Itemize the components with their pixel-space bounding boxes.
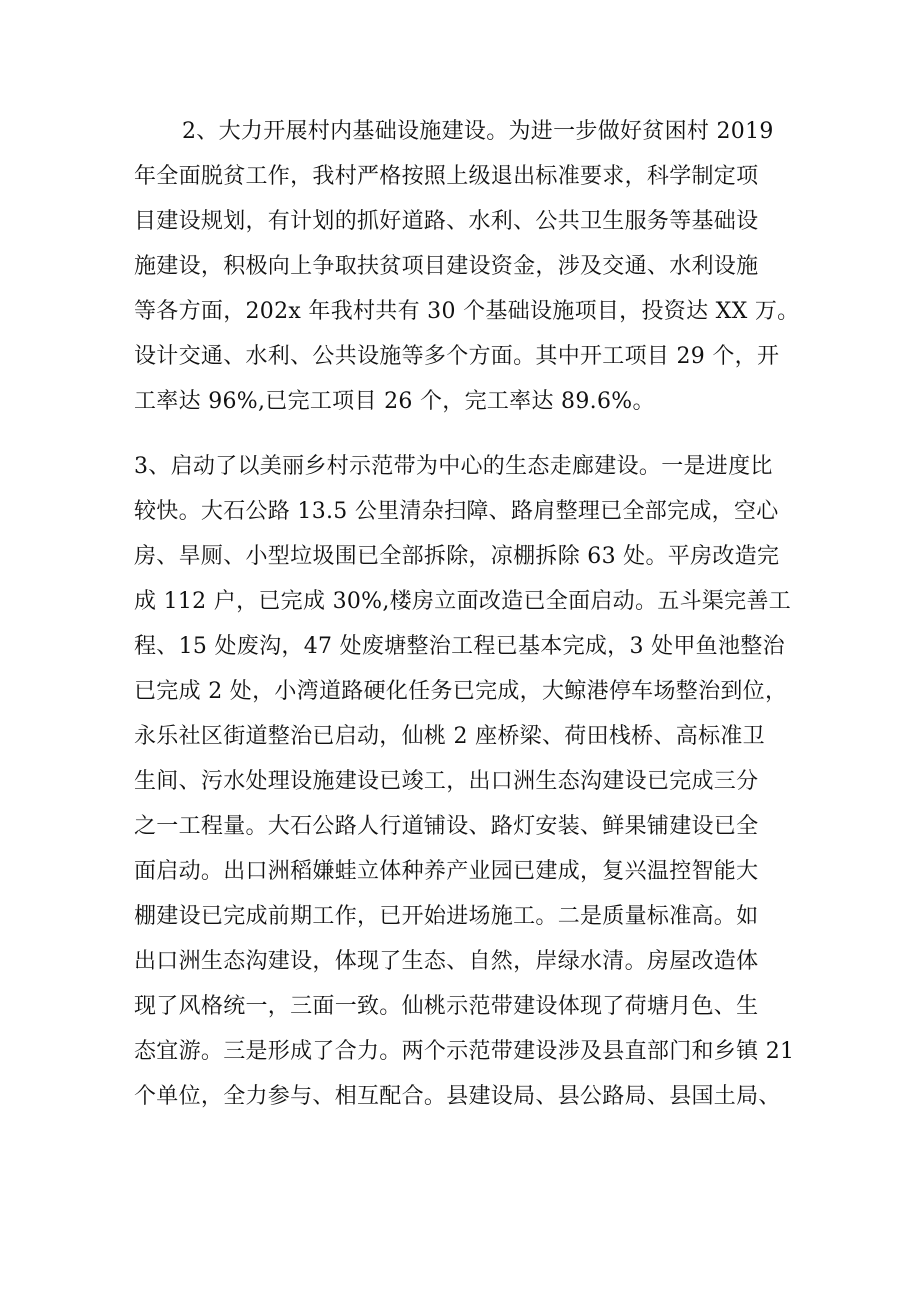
paragraph-2-line: 2、大力开展村内基础设施建设。为进一步做好贫困村 2019 <box>182 119 774 144</box>
paragraph-2-line: 年全面脱贫工作，我村严格按照上级退出标准要求，科学制定项 <box>134 164 759 189</box>
paragraph-3-line: 3、启动了以美丽乡村示范带为中心的生态走廊建设。一是进度比 <box>134 454 773 479</box>
paragraph-3-line: 面启动。出口洲稻嫌蛙立体种养产业园已建成，复兴温控智能大 <box>134 859 759 884</box>
paragraph-3-line: 成 112 户，已完成 30%,楼房立面改造已全面启动。五斗渠完善工 <box>134 589 792 614</box>
paragraph-3-line: 程、15 处废沟，47 处废塘整治工程已基本完成，3 处甲鱼池整治 <box>134 634 785 659</box>
paragraph-3-line: 房、旱厕、小型垃圾围已全部拆除，凉棚拆除 63 处。平房改造完 <box>134 544 780 569</box>
paragraph-2-line: 设计交通、水利、公共设施等多个方面。其中开工项目 29 个，开 <box>134 344 780 369</box>
paragraph-2-line: 等各方面，202x 年我村共有 30 个基础设施项目，投资达 XX 万。 <box>134 299 800 324</box>
paragraph-3-line: 已完成 2 处，小湾道路硬化任务已完成，大鲸港停车场整治到位， <box>134 679 788 704</box>
paragraph-3-line: 出口洲生态沟建设，体现了生态、自然，岸绿水清。房屋改造体 <box>134 949 759 974</box>
paragraph-3-line: 生间、污水处理设施建设已竣工，出口洲生态沟建设已完成三分 <box>134 769 759 794</box>
paragraph-3-line: 永乐社区街道整治已启动，仙桃 2 座桥梁、荷田栈桥、高标准卫 <box>134 724 765 749</box>
paragraph-2-line: 工率达 96%,已完工项目 26 个，完工率达 89.6%。 <box>134 389 655 414</box>
paragraph-3-line: 棚建设已完成前期工作，已开始进场施工。二是质量标准高。如 <box>134 904 759 929</box>
paragraph-3-line: 现了风格统一，三面一致。仙桃示范带建设体现了荷塘月色、生 <box>134 994 759 1019</box>
paragraph-3-line: 个单位，全力参与、相互配合。县建设局、县公路局、县国土局、 <box>134 1084 781 1109</box>
paragraph-3-line: 态宜游。三是形成了合力。两个示范带建设涉及县直部门和乡镇 21 <box>134 1039 795 1064</box>
paragraph-2-line: 目建设规划，有计划的抓好道路、水利、公共卫生服务等基础设 <box>134 209 759 234</box>
paragraph-3-line: 较快。大石公路 13.5 公里清杂扫障、路肩整理已全部完成，空心 <box>134 499 779 524</box>
paragraph-3-line: 之一工程量。大石公路人行道铺设、路灯安装、鲜果铺建设已全 <box>134 814 759 839</box>
paragraph-2-line: 施建设，积极向上争取扶贫项目建设资金，涉及交通、水利设施 <box>134 254 759 279</box>
